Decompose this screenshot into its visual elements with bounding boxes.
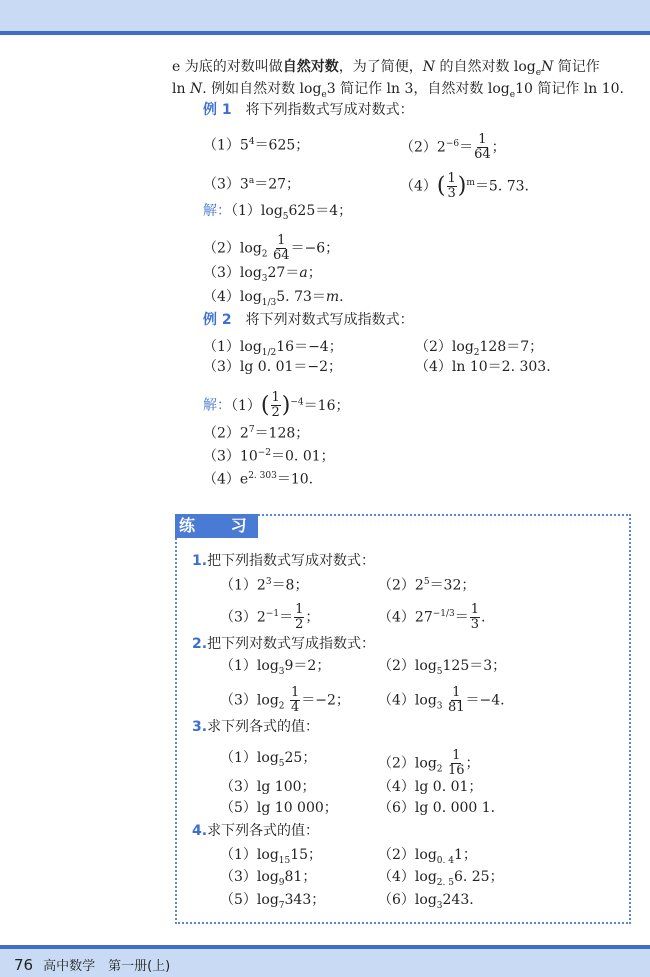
example-1-heading <box>203 101 414 119</box>
subscript: 1/3 <box>261 297 277 308</box>
practice-item <box>378 846 477 870</box>
paren: ) <box>281 392 291 418</box>
text: . 例如自然对数 log <box>202 81 322 97</box>
formula-text: 1； <box>453 847 477 863</box>
formula-text: （4）log <box>378 869 437 885</box>
subscript: 3 <box>261 273 268 284</box>
superscript: −1/3 <box>432 608 455 619</box>
question-text: 求下列各式的值： <box>207 823 320 839</box>
formula-text: 6. 25； <box>453 869 504 885</box>
paren: ( <box>436 173 446 199</box>
formula-text: . <box>481 609 486 626</box>
numerator: 1 <box>478 132 487 147</box>
example-prompt: 将下列对数式写成指数式： <box>245 312 414 328</box>
question-text: 把下列对数式写成指数式： <box>207 636 376 652</box>
formula-text: （4）e <box>203 471 249 488</box>
formula-text: ＝5. 73. <box>474 178 530 195</box>
solution-label: 解： <box>203 203 231 219</box>
ex2-item <box>203 358 342 376</box>
practice-item <box>378 603 486 632</box>
practice-item <box>220 603 319 632</box>
superscript: 5 <box>423 577 430 587</box>
text: 简记作 <box>553 59 600 75</box>
formula-text: （3）log <box>220 692 279 709</box>
formula-text <box>268 241 272 257</box>
question-number: 4. <box>192 823 208 839</box>
denominator: 81 <box>447 700 465 715</box>
formula-text: ＝ <box>454 609 469 626</box>
formula-text: （1）2 <box>220 577 266 594</box>
superscript: m <box>466 177 475 188</box>
formula-text: ； <box>307 265 322 281</box>
subscript: 2. 5 <box>436 877 454 888</box>
formula <box>231 390 350 420</box>
practice-question <box>192 635 375 653</box>
formula-text: （3）2 <box>220 609 266 626</box>
formula-text <box>443 756 447 772</box>
subscript: 9 <box>278 877 285 888</box>
superscript: −4 <box>290 396 304 407</box>
text: e 为底的对数叫做 <box>172 59 283 75</box>
formula-text: ＝ <box>459 139 474 156</box>
subscript: 2 <box>436 764 443 775</box>
formula-text: . <box>339 289 344 305</box>
fraction <box>447 172 457 201</box>
ex2-solution <box>203 421 309 443</box>
formula-text: （2）log <box>378 847 437 863</box>
formula-text: ＝−2； <box>301 692 350 709</box>
ex1-solution <box>203 288 344 312</box>
practice-item <box>378 686 505 715</box>
question-text: 求下列各式的值： <box>207 719 320 735</box>
superscript: 3 <box>265 577 272 587</box>
formula-text: （3）log <box>220 869 279 885</box>
practice-question <box>192 718 319 736</box>
formula-text: 9＝2； <box>284 658 331 674</box>
var: N <box>422 59 435 75</box>
numerator: 1 <box>470 602 480 617</box>
formula-text: ＝−4. <box>465 692 505 709</box>
formula-text: （3）lg 0. 01＝−2； <box>203 359 343 375</box>
var: N <box>541 59 554 75</box>
formula-text: （2）2 <box>378 577 424 594</box>
superscript: −1 <box>265 608 280 619</box>
formula-text: 625＝4； <box>288 203 353 219</box>
fraction <box>273 234 290 263</box>
numerator: 1 <box>447 171 456 186</box>
formula-text: 5. 73＝ <box>276 289 326 305</box>
subscript: 5 <box>278 758 285 769</box>
practice-item <box>378 749 480 778</box>
sub: e <box>535 67 542 78</box>
numerator: 1 <box>271 390 280 405</box>
text: 的自然对数 log <box>435 59 536 75</box>
practice-item <box>220 686 350 715</box>
formula-text: （4）log <box>203 289 262 305</box>
denominator: 3 <box>447 186 456 201</box>
subscript: 1/2 <box>261 347 277 358</box>
denominator: 16 <box>447 763 465 778</box>
formula-text: （2）log <box>415 339 474 355</box>
intro-line-1 <box>172 58 600 82</box>
formula-text: （6）lg 0. 000 1. <box>378 800 496 816</box>
subscript: 0. 4 <box>436 855 454 866</box>
formula-text: （2）2 <box>400 139 446 156</box>
formula-text: （1）5 <box>203 137 249 154</box>
ex2-solution <box>203 467 313 489</box>
formula-text: （1）log <box>231 203 283 219</box>
practice-item <box>220 846 322 870</box>
practice-item <box>378 778 482 796</box>
numerator: 1 <box>452 748 461 763</box>
paren: ( <box>260 392 270 418</box>
formula-text: ＝10. <box>276 471 314 488</box>
denominator: 4 <box>290 700 300 715</box>
denominator: 64 <box>474 147 491 162</box>
numerator: 1 <box>295 602 304 617</box>
practice-item <box>378 573 475 595</box>
subscript: 2 <box>278 701 285 712</box>
fraction <box>271 391 281 420</box>
formula-text: （4）log <box>378 692 437 709</box>
practice-question <box>192 552 375 570</box>
formula-text: （3）lg 100； <box>220 779 316 795</box>
formula-text: （2）2 <box>203 425 249 442</box>
superscript: −2 <box>257 448 272 458</box>
formula-text: （3）3 <box>203 176 249 193</box>
formula-text: （1）log <box>220 847 279 863</box>
formula-text: ＝ <box>279 609 294 626</box>
example-label: 例 2 <box>203 312 232 328</box>
formula-text: 27＝ <box>267 265 300 281</box>
formula-text: （2）log <box>203 240 262 257</box>
practice-item <box>220 749 316 773</box>
question-number: 3. <box>192 719 208 735</box>
text: ln <box>172 81 190 97</box>
variable: m <box>325 289 340 305</box>
question-number: 2. <box>192 636 208 652</box>
fraction <box>290 686 300 715</box>
formula-text <box>443 693 447 709</box>
formula-text: ； <box>491 139 506 156</box>
numerator: 1 <box>277 233 286 248</box>
sub: e <box>509 89 516 100</box>
text: 10 简记作 ln 10. <box>515 81 624 97</box>
ex1-item <box>203 133 309 155</box>
question-number: 1. <box>192 553 208 569</box>
practice-item <box>220 891 325 915</box>
fraction <box>448 749 465 778</box>
formula <box>231 203 353 222</box>
fraction <box>470 603 480 632</box>
denominator: 64 <box>272 248 290 263</box>
practice-item <box>378 799 495 817</box>
formula-text: 16＝−4； <box>276 339 343 355</box>
term-natural-log: 自然对数 <box>282 59 339 75</box>
denominator: 3 <box>470 617 480 632</box>
ex1-solution <box>203 264 322 288</box>
text: 3 简记作 ln 3，自然对数 log <box>326 81 510 97</box>
formula-text: 25； <box>284 750 317 766</box>
solution-label: 解： <box>203 397 231 414</box>
formula-text: ＝32； <box>429 577 476 594</box>
formula-text: 15； <box>290 847 323 863</box>
practice-item <box>378 868 504 892</box>
formula-text: ＝−6； <box>290 240 340 257</box>
ex1-item <box>400 172 529 201</box>
formula-text: （1） <box>231 397 261 414</box>
question-text: 把下列指数式写成对数式： <box>207 553 376 569</box>
header-band <box>0 0 650 31</box>
text: ，为了简便， <box>338 59 423 75</box>
formula-text: （2）log <box>378 755 437 772</box>
formula-text: （1）log <box>203 339 262 355</box>
subscript: 3 <box>436 701 443 712</box>
fraction <box>474 133 491 162</box>
formula-text: ＝8； <box>271 577 309 594</box>
sub: e <box>321 89 327 100</box>
numerator: 1 <box>452 685 461 700</box>
formula-text: （4） <box>400 178 437 195</box>
formula-text: ＝27； <box>254 176 301 193</box>
formula-text: 243. <box>442 892 474 908</box>
formula-text: （4）27 <box>378 609 433 626</box>
formula-text: 343； <box>284 892 326 908</box>
subscript: 7 <box>278 900 285 911</box>
formula-text: （2）log <box>378 658 437 674</box>
formula-text: （5）log <box>220 892 279 908</box>
superscript: −6 <box>445 138 460 149</box>
example-prompt: 将下列指数式写成对数式： <box>245 102 414 118</box>
formula-text: ＝625； <box>254 137 310 154</box>
practice-item <box>220 778 316 796</box>
practice-item <box>220 657 330 681</box>
ex2-solution-1 <box>203 391 350 420</box>
formula-text: ； <box>305 609 320 626</box>
practice-item <box>220 868 316 892</box>
var: N <box>189 81 203 97</box>
footer <box>14 955 170 974</box>
example-label: 例 1 <box>203 102 232 118</box>
header-rule <box>0 31 650 35</box>
formula-text: （1）log <box>220 750 279 766</box>
formula-text <box>285 693 289 709</box>
formula-text: 125＝3； <box>442 658 507 674</box>
formula-text: （1）log <box>220 658 279 674</box>
formula-text: 128＝7； <box>479 339 544 355</box>
variable: a <box>299 265 308 281</box>
subscript: 5 <box>436 666 443 677</box>
formula-text: （5）lg 10 000； <box>220 800 338 816</box>
formula-text: 81； <box>284 869 317 885</box>
formula-text: ＝16； <box>303 397 350 414</box>
practice-title: 练 习 <box>175 514 258 538</box>
practice-question <box>192 822 319 840</box>
numerator: 1 <box>290 685 300 700</box>
formula-text: （4）ln 10＝2. 303. <box>415 359 551 375</box>
fraction <box>448 686 465 715</box>
formula-text: ＝0. 01； <box>271 448 335 465</box>
formula-text: （3）log <box>203 265 262 281</box>
practice-item <box>220 573 308 595</box>
formula-text: （4）lg 0. 01； <box>378 779 483 795</box>
superscript: a <box>248 176 255 186</box>
superscript: 4 <box>248 137 255 147</box>
subscript: 3 <box>278 666 285 677</box>
subscript: 5 <box>282 211 289 222</box>
ex2-solution <box>203 444 335 466</box>
denominator: 2 <box>271 405 280 420</box>
ex1-solution-1 <box>203 202 352 226</box>
practice-item <box>378 891 474 915</box>
example-2-heading <box>203 311 414 329</box>
formula-text: ； <box>465 755 480 772</box>
subscript: 3 <box>436 900 443 911</box>
fraction <box>294 603 304 632</box>
formula-text: （3）10 <box>203 448 258 465</box>
ex1-item <box>400 133 506 162</box>
book-title: 高中数学 第一册(上) <box>43 959 171 974</box>
formula-text: （6）log <box>378 892 437 908</box>
practice-item <box>220 799 338 817</box>
denominator: 2 <box>295 617 304 632</box>
superscript: 7 <box>248 425 255 435</box>
ex1-solution <box>203 234 339 263</box>
subscript: 2 <box>473 347 480 358</box>
superscript: 2. 303 <box>248 471 277 481</box>
ex1-item <box>203 172 300 194</box>
subscript: 15 <box>278 855 291 866</box>
practice-item <box>378 657 506 681</box>
page-number: 76 <box>14 956 34 974</box>
paren: ) <box>457 173 467 199</box>
formula-text: ＝128； <box>254 425 310 442</box>
subscript: 2 <box>261 249 268 260</box>
ex2-item <box>415 358 551 376</box>
